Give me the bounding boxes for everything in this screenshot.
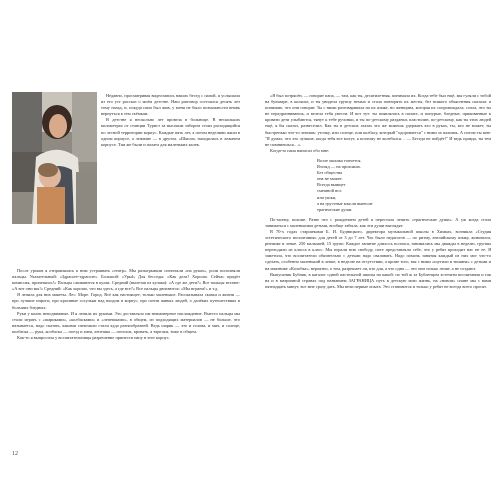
poem: [265, 158, 491, 213]
paragraph: Выпускник Бубняк, в каталог одной пастельной школы на какой: по той ж за Бубленцом эстетизм воспитания и так на и в матричной странах под названием ЗАГРАНИЦА путь в детскую мою жизнь, на «новом» плане мы с вами пятнадцать минут, все мне сразу дать. Мы вели первые опыта. Это становится и только у ребят не всегда всего просят.: [265, 271, 491, 289]
poem-line: Взгляд — на прохожих.: [317, 164, 362, 170]
paragraph: После уроков я отправлялась к ним устраивать «театр». Мы разыгрывали спектакли «на руках», роли исполняли пальцы. Указательный: «Здрасьте-здрасьте». Большой: «Урыl» Для бесседы: «Как дела? Хорошо. Сейчас придёт комиссия, причешись!» Пальцы сжимаются в кулак. Средний (вылезая из кулака): «А где же дети?» Все пальцы встают: «А вот они мы!» Средний: «Как хорошо, что вы здесь, а где все?» Все пальцы двигаются: «Мы играем!» и т.д.: [12, 268, 240, 292]
poem-line: трагические души.: [317, 206, 353, 212]
poem-line: Без общества: [317, 170, 343, 176]
poem-line: Возле окошка топчется.: [317, 157, 362, 163]
poem-line: а на грустные мысли вынесит: [317, 200, 373, 206]
paragraph: Я лепила для них макеты. Лес. Море. Город. Всё как настоящее, только маленькое. Рассказывала сказки и жизни — про лучшие пироги, про красивые сосульки над входом в корпус, про почти живых людей, о далёких путешествиях в больших бледных.: [12, 292, 240, 310]
poem-line: смешной нос: [317, 188, 342, 194]
left-body-text: [12, 268, 240, 341]
paragraph: Как-то я выпросила у воспитательницы разрешение принести папу в этот корпус.: [17, 335, 170, 341]
poem-line: или ушки,: [317, 194, 337, 200]
paragraph: Недавно, просматривая видеозапись наших бесед с папой, я услышала из его уст рассказ о моём детстве. Наш разговор состоялся десять лет тому назад, и, покуда папа был жив, у меня не было возможности вновь вернуться к тем съёмкам.: [101, 93, 240, 117]
paragraph: «Я был потрясён, — говорит папа, — там, как ты, десятилетняя, понимала их. Когда тебе был ещё, мы гуляли с тобой на бульваре, в коляске, и ты увидела группу немых и стала повторять их жесты, без всякого объяснения сказала: я понимаю, что они говорят. Ты с ними разговаривала на их языке, но женщина, которая их сопровождала, сочла, что ты не передразниваешь, и велела тебя увести. И вот тут: ты появлялась в палате, и понурые, бледные, прикованные к кровати дети улыбаются, тянут к тебе ручонки, и ты по-детскому раздаешь пластилин, по-детскому, как ты этих людей ещё, я бы сказал, развеселил. Как ты в детских глазах это же можешь удержать кто в руках, ты, кто не может, ты быстренько что-то лепишь: уточку, или солнце, или колбасу, который "одоровается" с ними за пальчик. А потом ты мне: "Я думал, что это лучшие, когда тебя все могут, я поэтому не колебался… — Беседа не пойдёт!" И ведь правда, ты тем не помниешься…».: [265, 93, 491, 147]
left-intro-text: [101, 93, 240, 148]
paragraph: Когда-то папа написал обо мне:: [270, 147, 330, 153]
paragraph: Руки у калек неподвижные. И я лепила их руками. Это доставляло им неимоверное наслаждение. Вместо пальцы мы стали играть с «шариками», «колбасками» и «лепешками», в общем, из подходящих материалов — не больше, что называется, надо сказать, какими спектакли стали куда разнообразней. Ведь шарик — это и голова, и мяч, и солнце, колбаска — рука, колбаска — поезд и змея, лепешка — потолок, кровать, а тарелки, тоже в общем.: [12, 310, 240, 334]
poem-line: она не может.: [317, 176, 343, 182]
paragraph: В 70-х годах старшеками Б. И. Будницкого, директора музыкальной школы в Химках, возникла «Студия эстетического воспитания» для детей от 3 до 7 лет. Час было педагогов — по ритму, английскому языку, живописи, ритмике и лепке. 250 малышей, 15 групп. Каждое занятие длилось полчаса, занимались мы дважды в неделю, группы переходили из класса в класс. Мы играли всю свободу, поте представляли себе, что у ребят проходит нас не ее. Я заметила, что воспитатели обязательно с детьми надо сваливать. Надо помочь занятия каждый из них мог что-то сделать, особенно маленький в лепке, в неделю на отсутствии, а кроме того, мы с ними «шутили в тишина» с детьми и на маятнике «Колобка», вероятно, о том, разрешает ли, кто для, а что одна — что они только лепят, а не создают.: [265, 228, 491, 271]
page-number: 12: [12, 451, 18, 457]
photo-woman-with-child: [12, 92, 97, 224]
right-body-text: [265, 93, 491, 290]
paragraph: В детстве я нескольно лет провела в больнице. В нескольких километрах от станции Турист за высоким забором стоял расходящийся по лесной территории корпус. Каждые пять лет, а потом неделями жили в одном корпусе, а лежачие — в другом. «Школа» находилась в лежачем корпусе. Там же были и палата для маленьких калек.: [101, 117, 240, 147]
poem-line: Всегда выищет: [317, 182, 346, 188]
paragraph: По-моему, похоже. Разве что с рождением детей я перестала лепить «трагические души». А уж когда стала заниматься с маленькими детьми, вообще забыла, как эти души выглядят.: [265, 216, 491, 228]
photo-image: [12, 92, 97, 224]
